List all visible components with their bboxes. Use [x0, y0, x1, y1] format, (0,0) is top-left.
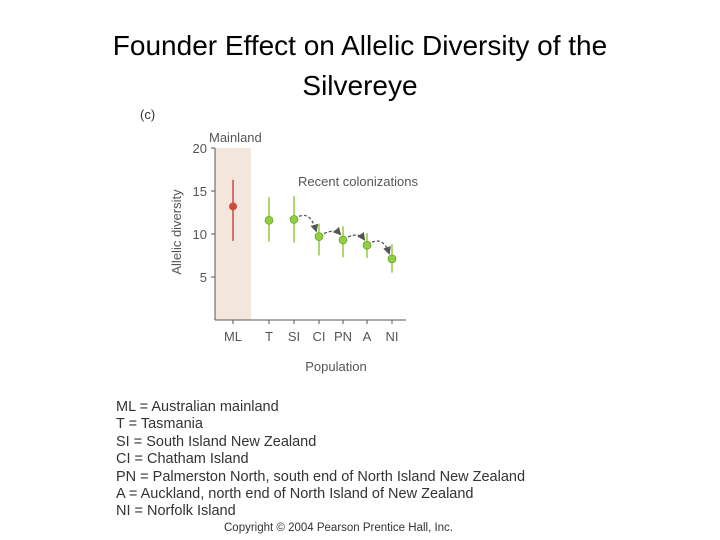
legend-item-ml: ML = Australian mainland [116, 399, 279, 415]
legend-item-ci: CI = Chatham Island [116, 451, 249, 468]
copyright-notice: Copyright © 2004 Pearson Prentice Hall, Inc. [224, 522, 454, 534]
mainland-label: Mainland [209, 130, 262, 145]
data-point [339, 236, 347, 244]
y-ticks [193, 141, 215, 285]
colonization-arrow [324, 231, 340, 234]
x-tick-label: A [362, 329, 372, 344]
x-tick-label: PN [333, 329, 353, 344]
data-point [315, 233, 323, 241]
colonization-arrow [348, 235, 364, 239]
x-tick-label: NI [385, 329, 399, 344]
data-point [290, 215, 298, 223]
x-axis-label: Population [305, 359, 367, 374]
legend-item-si: SI = South Island New Zealand [116, 433, 317, 450]
y-tick-label: 5 [199, 270, 207, 285]
data-point [388, 255, 396, 263]
title-line-1: Founder Effect on Allelic Diversity of the [112, 30, 608, 61]
x-tick-label: T [265, 329, 273, 344]
data-point [265, 216, 273, 224]
x-tick-label: SI [287, 329, 301, 344]
colonization-arrow [299, 215, 316, 230]
y-axis-label: Allelic diversity [169, 189, 184, 275]
data-points [229, 180, 396, 273]
x-tick-label: ML [223, 329, 243, 344]
data-point [229, 202, 237, 210]
panel-label: (c) [140, 107, 156, 122]
x-tick-label: CI [312, 329, 326, 344]
legend-item-ni: NI = Norfolk Island [116, 503, 236, 520]
legend-item-t: T = Tasmania [116, 416, 203, 433]
x-ticks [224, 320, 399, 344]
colonization-arrow [372, 241, 389, 253]
data-point [363, 241, 371, 249]
colonization-arrows [299, 215, 389, 253]
y-tick-label: 10 [192, 227, 207, 242]
population-legend [116, 399, 525, 521]
legend-item-a: A = Auckland, north end of North Island of New Zealand [116, 486, 474, 503]
title-line-2: Silvereye [302, 70, 418, 101]
y-tick-label: 15 [192, 184, 207, 199]
legend-item-pn: PN = Palmerston North, south end of North Island New Zealand [116, 468, 526, 485]
recent-colonizations-label: Recent colonizations [298, 174, 418, 189]
y-tick-label: 20 [192, 141, 207, 156]
